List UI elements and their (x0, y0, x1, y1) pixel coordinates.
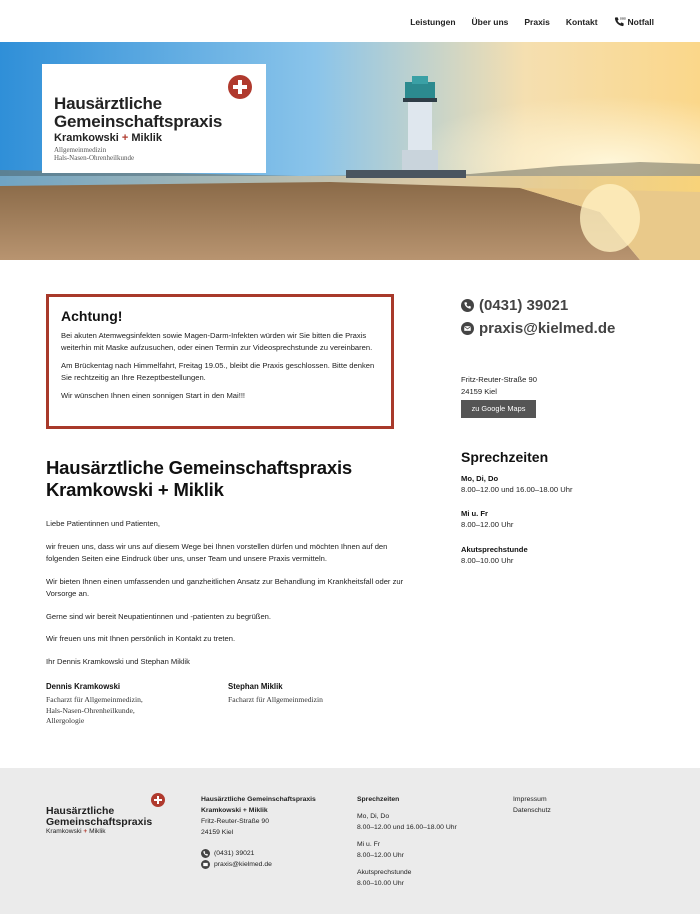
footer-city: 24159 Kiel (201, 829, 234, 836)
footer-email-address: praxis@kielmed.de (214, 861, 272, 868)
footer-logo-plus: + (83, 828, 88, 835)
nav-item-leistungen[interactable]: Leistungen (410, 16, 456, 27)
page-title (46, 457, 352, 501)
hours-entry (461, 473, 661, 496)
footer-link-datenschutz[interactable]: Datenschutz (513, 807, 551, 814)
hours-times: 8.00–12.00 und 16.00–18.00 Uhr (461, 485, 573, 494)
nav-item-notfall-label: Notfall (627, 16, 654, 27)
nav-menu (410, 16, 654, 27)
footer-phone[interactable] (201, 848, 316, 859)
logo-title-line2: Gemeinschaftspraxis (54, 112, 223, 131)
logo-plus: + (121, 132, 129, 144)
footer-logo-name-2: Miklik (89, 828, 106, 835)
footer-hours-times: 8.00–12.00 Uhr (357, 852, 404, 859)
hours-times: 8.00–10.00 Uhr (461, 556, 514, 565)
footer-links-column (513, 794, 551, 816)
footer-email[interactable] (201, 859, 316, 870)
page-title-line2: Kramkowski + Miklik (46, 479, 224, 500)
top-navigation (0, 0, 700, 42)
intro-paragraph: Gerne sind wir bereit Neupatientinnen und -patienten zu begrüßen. (46, 611, 272, 621)
logo-names (54, 132, 162, 144)
logo-name-2: Miklik (131, 132, 162, 144)
doctor-name: Stephan Miklik (228, 682, 283, 691)
footer-street: Fritz-Reuter-Straße 90 (201, 818, 269, 825)
doctor-desc-line: Hals-Nasen-Ohrenheilkunde, (46, 705, 135, 715)
contact-phone[interactable] (461, 297, 568, 314)
contact-email-address: praxis@kielmed.de (479, 320, 616, 337)
doctor-description (46, 695, 216, 727)
footer-address-column (201, 794, 316, 870)
footer-hours-times: 8.00–10.00 Uhr (357, 880, 404, 887)
footer-phone-number: (0431) 39021 (214, 850, 255, 857)
logo-sub-1: Allgemeinmedizin (54, 146, 107, 154)
logo-title-line1: Hausärztliche (54, 94, 162, 113)
hours-days: Mo, Di, Do (461, 474, 499, 483)
intro-paragraph: Liebe Patientinnen und Patienten, (46, 519, 160, 528)
address-street: Fritz-Reuter-Straße 90 (461, 375, 537, 384)
footer-hours-column (357, 794, 457, 889)
nav-item-praxis[interactable]: Praxis (524, 16, 550, 27)
footer-hours-days: Mo, Di, Do (357, 813, 390, 820)
footer-phone-icon (201, 849, 210, 858)
hours-days: Akutsprechstunde (461, 545, 528, 554)
footer-hours-days: Mi u. Fr (357, 841, 381, 848)
footer-medical-cross-icon (151, 793, 165, 807)
intro-paragraph: wir freuen uns, dass wir uns auf diesem Wege bei Ihnen vorstellen dürfen und möchten Ihnen auf den folgenden Seiten eine Eindruck über uns, unser Team und unsere Praxis vermitteln. (46, 541, 388, 563)
footer (0, 768, 700, 914)
hours-entry (461, 508, 661, 531)
footer-hours-title: Sprechzeiten (357, 796, 400, 803)
doctor-card (46, 682, 216, 727)
logo-name-1: Kramkowski (54, 132, 119, 144)
contact-phone-number: (0431) 39021 (479, 297, 569, 314)
contact-email[interactable] (461, 320, 615, 337)
intro-paragraph: Ihr Dennis Kramkowski und Stephan Miklik (46, 656, 190, 666)
intro-paragraph: Wir freuen uns mit Ihnen persönlich in Kontakt zu treten. (46, 634, 236, 643)
footer-logo-name-1: Kramkowski (46, 828, 82, 835)
logo-title (54, 95, 222, 131)
notice-title: Achtung! (61, 308, 123, 324)
logo-sub-2: Hals-Nasen-Ohrenheilkunde (54, 154, 135, 162)
doctor-card (228, 682, 398, 706)
notice-box (46, 294, 394, 429)
address-city: 24159 Kiel (461, 387, 497, 396)
doctor-desc-line: Facharzt für Allgemeinmedizin (228, 695, 323, 704)
footer-logo-line2: Gemeinschaftspraxis (46, 816, 153, 828)
doctor-name: Dennis Kramkowski (46, 682, 121, 691)
notice-paragraph-3: Wir wünschen Ihnen einen sonnigen Start in den Mai!!! (61, 391, 246, 400)
hours-days: Mi u. Fr (461, 509, 488, 518)
page-title-line1: Hausärztliche Gemeinschaftspraxis (46, 457, 352, 478)
footer-logo-names (46, 828, 106, 835)
sos-label: SOS (619, 17, 626, 21)
address (461, 374, 537, 398)
google-maps-button[interactable]: zu Google Maps (461, 400, 536, 418)
doctor-desc-line: Facharzt für Allgemeinmedizin, (46, 695, 143, 704)
sos-phone-icon (614, 16, 625, 27)
footer-address-title: Kramkowski + Miklik (201, 807, 268, 814)
email-icon (461, 322, 474, 335)
doctor-description (228, 695, 398, 706)
opening-hours-title: Sprechzeiten (461, 449, 549, 465)
footer-hours-times: 8.00–12.00 und 16.00–18.00 Uhr (357, 824, 457, 831)
hours-entry (461, 544, 661, 567)
footer-hours-days: Akutsprechstunde (357, 869, 412, 876)
practice-logo[interactable] (42, 64, 266, 173)
nav-item-ueber-uns[interactable]: Über uns (471, 16, 509, 27)
footer-email-icon (201, 860, 210, 869)
medical-cross-icon (228, 75, 252, 99)
notice-paragraph-2: Am Brückentag nach Himmelfahrt, Freitag 19.05., bleibt die Praxis geschlossen. Bitte denken Sie rechtzeitig an Ihre Rezeptbestellungen. (61, 361, 375, 382)
hero-banner (0, 42, 700, 260)
footer-logo[interactable] (46, 806, 152, 828)
footer-address-title: Hausärztliche Gemeinschaftspraxis (201, 796, 316, 803)
notice-paragraph-1: Bei akuten Atemwegsinfekten sowie Magen-Darm-Infekten würden wir Sie bitten die Praxis weiterhin mit Maske aufzusuchen, oder einen Termin zur Videosprechstunde zu vereinbaren. (61, 331, 373, 352)
footer-link-impressum[interactable]: Impressum (513, 796, 547, 803)
hours-times: 8.00–12.00 Uhr (461, 520, 514, 529)
doctor-desc-line: Allergologie (46, 716, 85, 725)
footer-logo-line1: Hausärztliche (46, 805, 115, 817)
phone-icon (461, 299, 474, 312)
logo-subtitle (54, 146, 134, 162)
nav-item-notfall[interactable] (614, 16, 654, 27)
intro-paragraph: Wir bieten Ihnen einen umfassenden und ganzheitlichen Ansatz zur Behandlung im Krankheitsfall oder zur Vorsorge an. (46, 576, 404, 598)
intro-text (46, 518, 406, 678)
nav-item-kontakt[interactable]: Kontakt (565, 16, 598, 27)
